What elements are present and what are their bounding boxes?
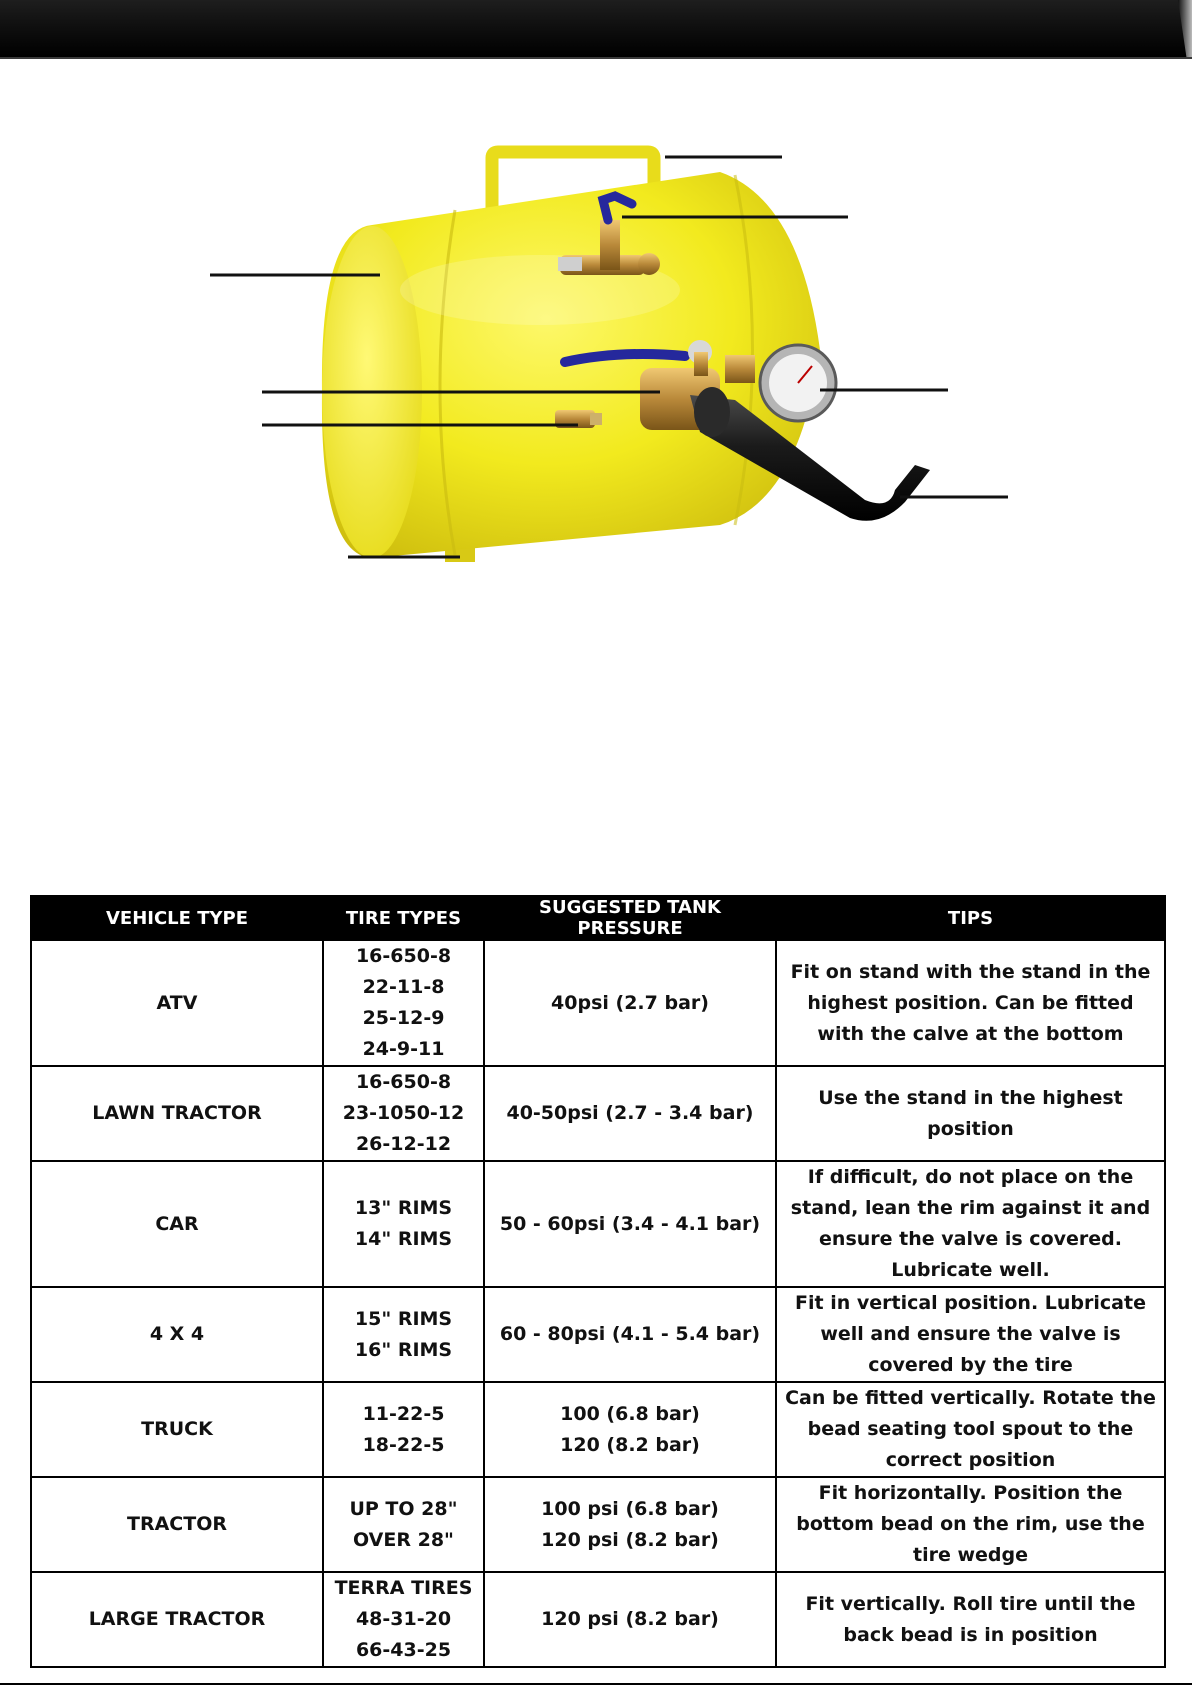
table-row [31,1287,1165,1382]
vehicle-type: LAWN TRACTOR [31,1066,323,1161]
table-header-row [31,896,1165,940]
tire-type: 16-650-8 [355,945,452,967]
pressure-value: 120 (8.2 bar) [560,1433,700,1456]
suggested-pressure [484,1572,776,1667]
tire-types [323,1287,484,1382]
pressure-value: 50 - 60psi (3.4 - 4.1 bar) [499,1212,761,1235]
suggested-pressure [484,1382,776,1477]
pressure-value: 40-50psi (2.7 - 3.4 bar) [506,1102,754,1124]
tire-type: TERRA TIRES [334,1577,473,1599]
suggested-pressure [484,940,776,1066]
tire-type: 23-1050-12 [342,1102,465,1124]
table-row [31,1382,1165,1477]
vehicle-type: LARGE TRACTOR [31,1572,323,1667]
tire-type: 48-31-20 [355,1608,452,1630]
tips: Fit vertically. Roll tire until the back bead is in position [776,1572,1165,1667]
tire-types [323,940,484,1066]
table-row [31,1572,1165,1667]
tire-type: 16" RIMS [354,1338,453,1361]
tire-pressure-table [30,895,1166,1668]
pressure-value: 100 (6.8 bar) [560,1402,700,1425]
tire-type: 22-11-8 [362,976,445,998]
tire-types [323,1066,484,1161]
table-row [31,940,1165,1066]
table-row [31,1161,1165,1287]
suggested-pressure [484,1066,776,1161]
bead-seater-tank-figure [0,100,1192,600]
tips: Fit in vertical position. Lubricate well and ensure the valve is covered by the tire [776,1287,1165,1382]
pressure-value: 120 psi (8.2 bar) [541,1528,719,1551]
header-bar-corner [1178,0,1192,57]
suggested-pressure [484,1287,776,1382]
tire-type: OVER 28" [353,1528,454,1551]
tips: Use the stand in the highest position [776,1066,1165,1161]
tire-type: 26-12-12 [355,1133,452,1155]
header-tire-types: TIRE TYPES [323,896,484,940]
tire-type: 11-22-5 [362,1402,445,1425]
vehicle-type: TRUCK [31,1382,323,1477]
header-bar [0,0,1192,59]
tire-types [323,1477,484,1572]
table-row [31,1066,1165,1161]
tire-type: 16-650-8 [355,1071,452,1093]
pressure-value: 60 - 80psi (4.1 - 5.4 bar) [499,1323,761,1345]
tire-type: 14" RIMS [354,1228,453,1250]
tire-types [323,1572,484,1667]
pressure-value: 120 psi (8.2 bar) [541,1608,719,1630]
tire-types [323,1382,484,1477]
tire-type: UP TO 28" [349,1497,458,1520]
tips: Fit on stand with the stand in the highest position. Can be fitted with the calve at the bottom [776,940,1165,1066]
vehicle-type: TRACTOR [31,1477,323,1572]
header-vehicle-type: VEHICLE TYPE [31,896,323,940]
vehicle-type: CAR [31,1161,323,1287]
tips: Can be fitted vertically. Rotate the bead seating tool spout to the correct position [776,1382,1165,1477]
tire-type: 18-22-5 [362,1433,445,1456]
suggested-pressure [484,1161,776,1287]
tire-type: 25-12-9 [362,1007,445,1029]
vehicle-type: ATV [31,940,323,1066]
header-suggested-pressure: SUGGESTED TANK PRESSURE [484,896,776,940]
tips: Fit horizontally. Position the bottom bead on the rim, use the tire wedge [776,1477,1165,1572]
tips: If difficult, do not place on the stand, lean the rim against it and ensure the valve is covered. Lubricate well. [776,1161,1165,1287]
tire-type: 24-9-11 [362,1038,445,1060]
tire-types [323,1161,484,1287]
pressure-value: 40psi (2.7 bar) [551,991,709,1014]
pressure-value: 100 psi (6.8 bar) [541,1497,719,1520]
vehicle-type: 4 X 4 [31,1287,323,1382]
suggested-pressure [484,1477,776,1572]
header-tips: TIPS [776,896,1165,940]
table-row [31,1477,1165,1572]
tire-type: 15" RIMS [354,1307,453,1330]
tire-type: 13" RIMS [354,1197,453,1219]
tire-type: 66-43-25 [355,1639,452,1661]
